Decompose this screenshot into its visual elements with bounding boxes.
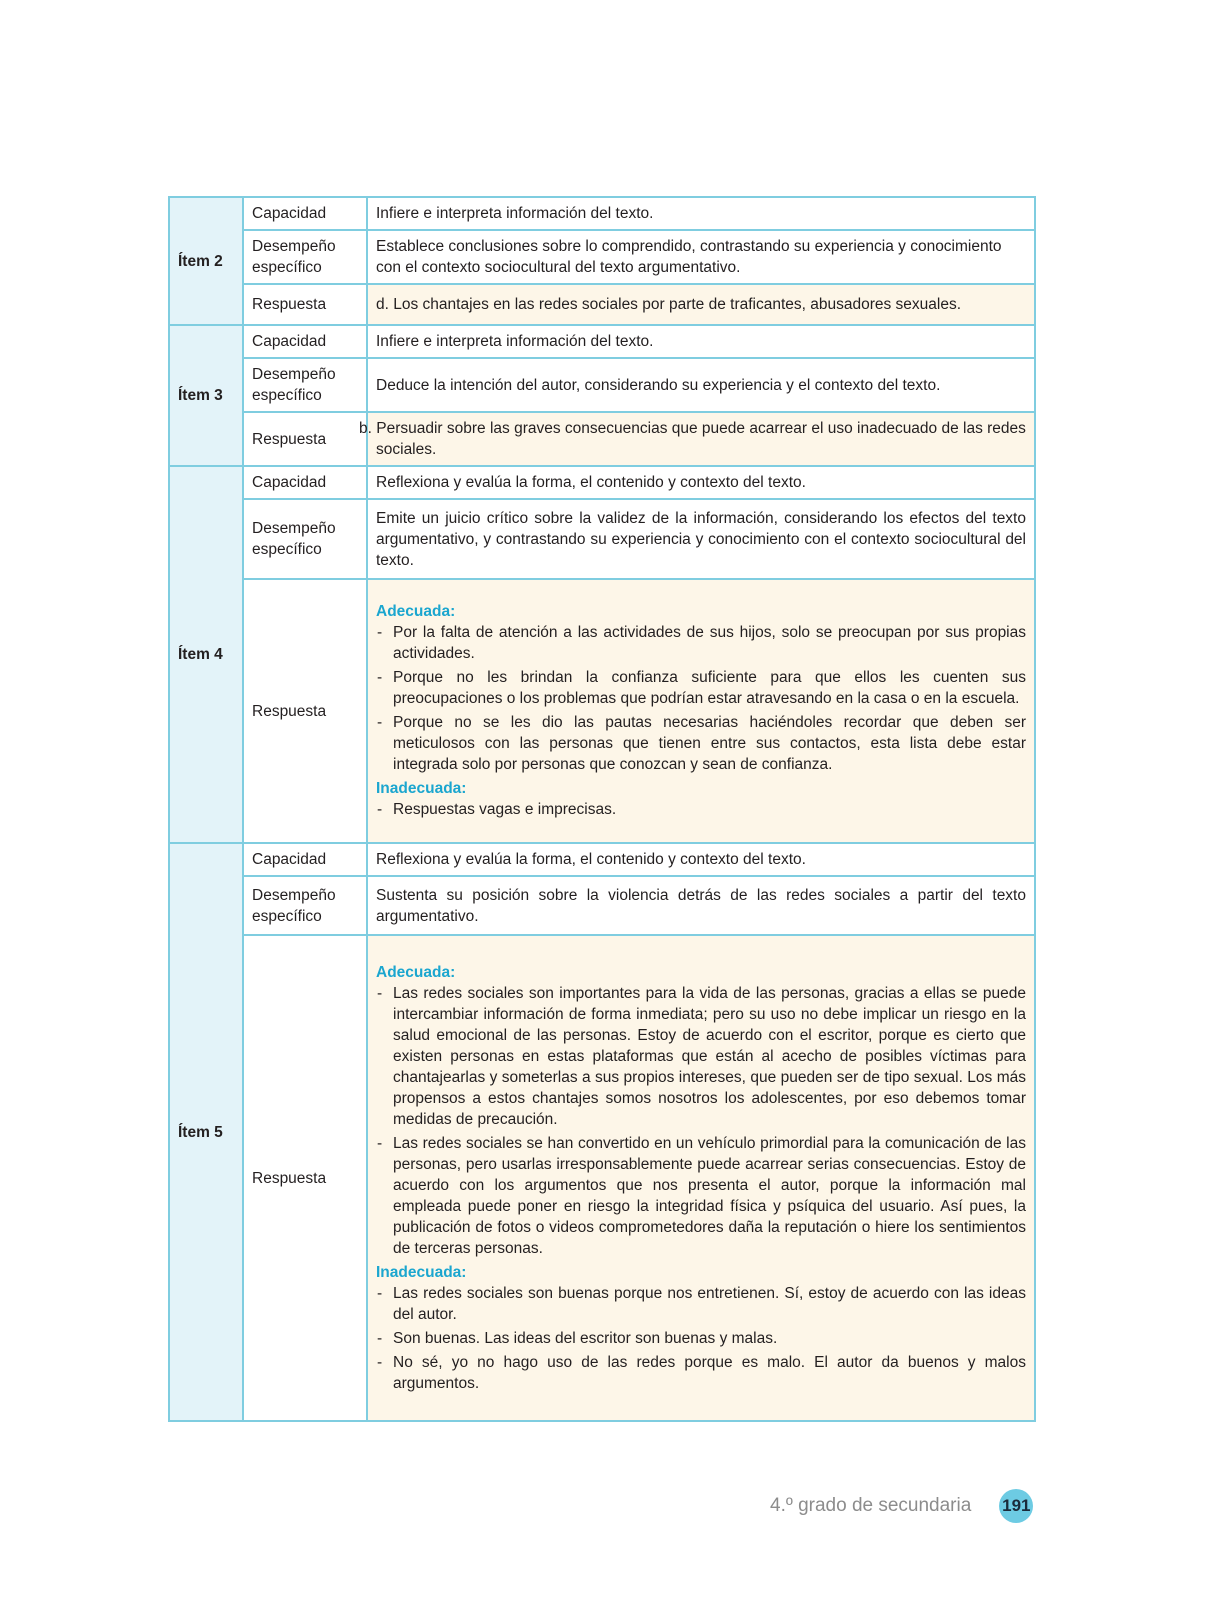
item3-capacidad-label: Capacidad (243, 325, 367, 358)
item4-inadecuada-list (376, 799, 1026, 820)
list-item: - Porque no les brindan la confianza suficiente para que ellos les cuenten sus preocupaciones o los problemas que podrían estar atravesando en la casa o en la escuela. (376, 667, 1026, 709)
page-number-badge: 191 (999, 1489, 1033, 1523)
grade-label: 4.º grado de secundaria (770, 1495, 972, 1516)
list-item: - Respuestas vagas e imprecisas. (376, 799, 1026, 820)
item3-desempeno-row (169, 358, 1035, 412)
item2-desempeno-row (169, 230, 1035, 284)
item5-adecuada-list (376, 983, 1026, 1259)
item3-capacidad-text: Infiere e interpreta información del texto. (367, 325, 1035, 358)
item4-adecuada-list (376, 622, 1026, 775)
list-item: - Porque no se les dio las pautas necesarias haciéndoles recordar que deben ser meticulosos con las personas que tienen entre sus contactos, esta lista debe estar integrada solo por personas que conozcan y sean de confianza. (376, 712, 1026, 775)
item5-inadecuada-heading: Inadecuada: (376, 1263, 467, 1281)
item2-label: Ítem 2 (169, 197, 243, 325)
item5-respuesta-row (169, 935, 1035, 1421)
item4-label: Ítem 4 (169, 466, 243, 843)
list-item: - No sé, yo no hago uso de las redes porque es malo. El autor da buenos y malos argumentos. (376, 1352, 1026, 1394)
item5-capacidad-label: Capacidad (243, 843, 367, 876)
item4-adecuada-heading: Adecuada: (376, 603, 456, 620)
item2-respuesta-text: d. Los chantajes en las redes sociales por parte de traficantes, abusadores sexuales. (367, 284, 1035, 325)
item4-inadecuada-heading: Inadecuada: (376, 780, 467, 797)
list-item: - Las redes sociales son importantes para la vida de las personas, gracias a ellas se puede intercambiar información de forma inmediata; pero su uso no debe implicar un riesgo en la salud emocional de las personas. Estoy de acuerdo con el escritor, porque es cierto que existen personas en estas plataformas que están al acecho de posibles víctimas para chantajearlas y someterlas a sus propios intereses, que pueden ser de tipo sexual. Los más propensos a estos chantajes somos nosotros los adolescentes, por eso debemos tomar medidas de precaución. (376, 983, 1026, 1130)
list-item: - Por la falta de atención a las actividades de sus hijos, solo se preocupan por sus propias actividades. (376, 622, 1026, 664)
item5-label: Ítem 5 (169, 843, 243, 1421)
item4-capacidad-row (169, 466, 1035, 499)
item3-capacidad-row (169, 325, 1035, 358)
item5-adecuada-heading: Adecuada: (376, 963, 456, 981)
item3-desempeno-label: Desempeño específico (243, 358, 367, 412)
item5-respuesta-label: Respuesta (243, 935, 367, 1421)
item3-desempeno-text: Deduce la intención del autor, considerando su experiencia y el contexto del texto. (367, 358, 1035, 412)
item5-desempeno-label: Desempeño específico (243, 876, 367, 935)
item4-desempeno-text: Emite un juicio crítico sobre la validez de la información, considerando los efectos del texto argumentativo, y contrastando su experiencia y conocimiento con el contexto sociocultural del texto. (367, 499, 1035, 579)
item5-respuesta-cell (367, 935, 1035, 1421)
item5-inadecuada-list (376, 1283, 1026, 1394)
item5-capacidad-row (169, 843, 1035, 876)
item3-label: Ítem 3 (169, 325, 243, 466)
item2-capacidad-text: Infiere e interpreta información del texto. (367, 197, 1035, 230)
item4-capacidad-label: Capacidad (243, 466, 367, 499)
item5-capacidad-text: Reflexiona y evalúa la forma, el contenido y contexto del texto. (367, 843, 1035, 876)
item2-respuesta-row (169, 284, 1035, 325)
list-item: - Las redes sociales se han convertido en un vehículo primordial para la comunicación de las personas, pero usarlas irresponsablemente puede acarrear serias consecuencias. Estoy de acuerdo con los argumentos que nos presenta el autor, porque la información mal empleada puede poner en riesgo la integridad física y psíquica del usuario. Así pues, la publicación de fotos o videos comprometedores daña la reputación o hiere los sentimientos de terceras personas. (376, 1133, 1026, 1259)
item4-capacidad-text: Reflexiona y evalúa la forma, el contenido y contexto del texto. (367, 466, 1035, 499)
item4-respuesta-row (169, 579, 1035, 843)
rubric-table (168, 196, 1036, 1422)
item4-respuesta-cell (367, 579, 1035, 843)
item2-desempeno-text: Establece conclusiones sobre lo comprendido, contrastando su experiencia y conocimiento con el contexto sociocultural del texto argumentativo. (367, 230, 1035, 284)
page-footer (770, 1491, 1033, 1521)
item5-desempeno-text: Sustenta su posición sobre la violencia detrás de las redes sociales a partir del texto argumentativo. (367, 876, 1035, 935)
item3-respuesta-text: b. Persuadir sobre las graves consecuencias que puede acarrear el uso inadecuado de las redes sociales. (367, 412, 1035, 466)
item2-respuesta-label: Respuesta (243, 284, 367, 325)
item2-capacidad-label: Capacidad (243, 197, 367, 230)
item4-respuesta-label: Respuesta (243, 579, 367, 843)
item5-desempeno-row (169, 876, 1035, 935)
item2-capacidad-row (169, 197, 1035, 230)
list-item: - Son buenas. Las ideas del escritor son buenas y malas. (376, 1328, 1026, 1349)
item3-respuesta-row (169, 412, 1035, 466)
item2-desempeno-label: Desempeño específico (243, 230, 367, 284)
list-item: - Las redes sociales son buenas porque nos entretienen. Sí, estoy de acuerdo con las ideas del autor. (376, 1283, 1026, 1325)
item4-desempeno-label: Desempeño específico (243, 499, 367, 579)
item4-desempeno-row (169, 499, 1035, 579)
item3-respuesta-label: Respuesta (243, 412, 367, 466)
